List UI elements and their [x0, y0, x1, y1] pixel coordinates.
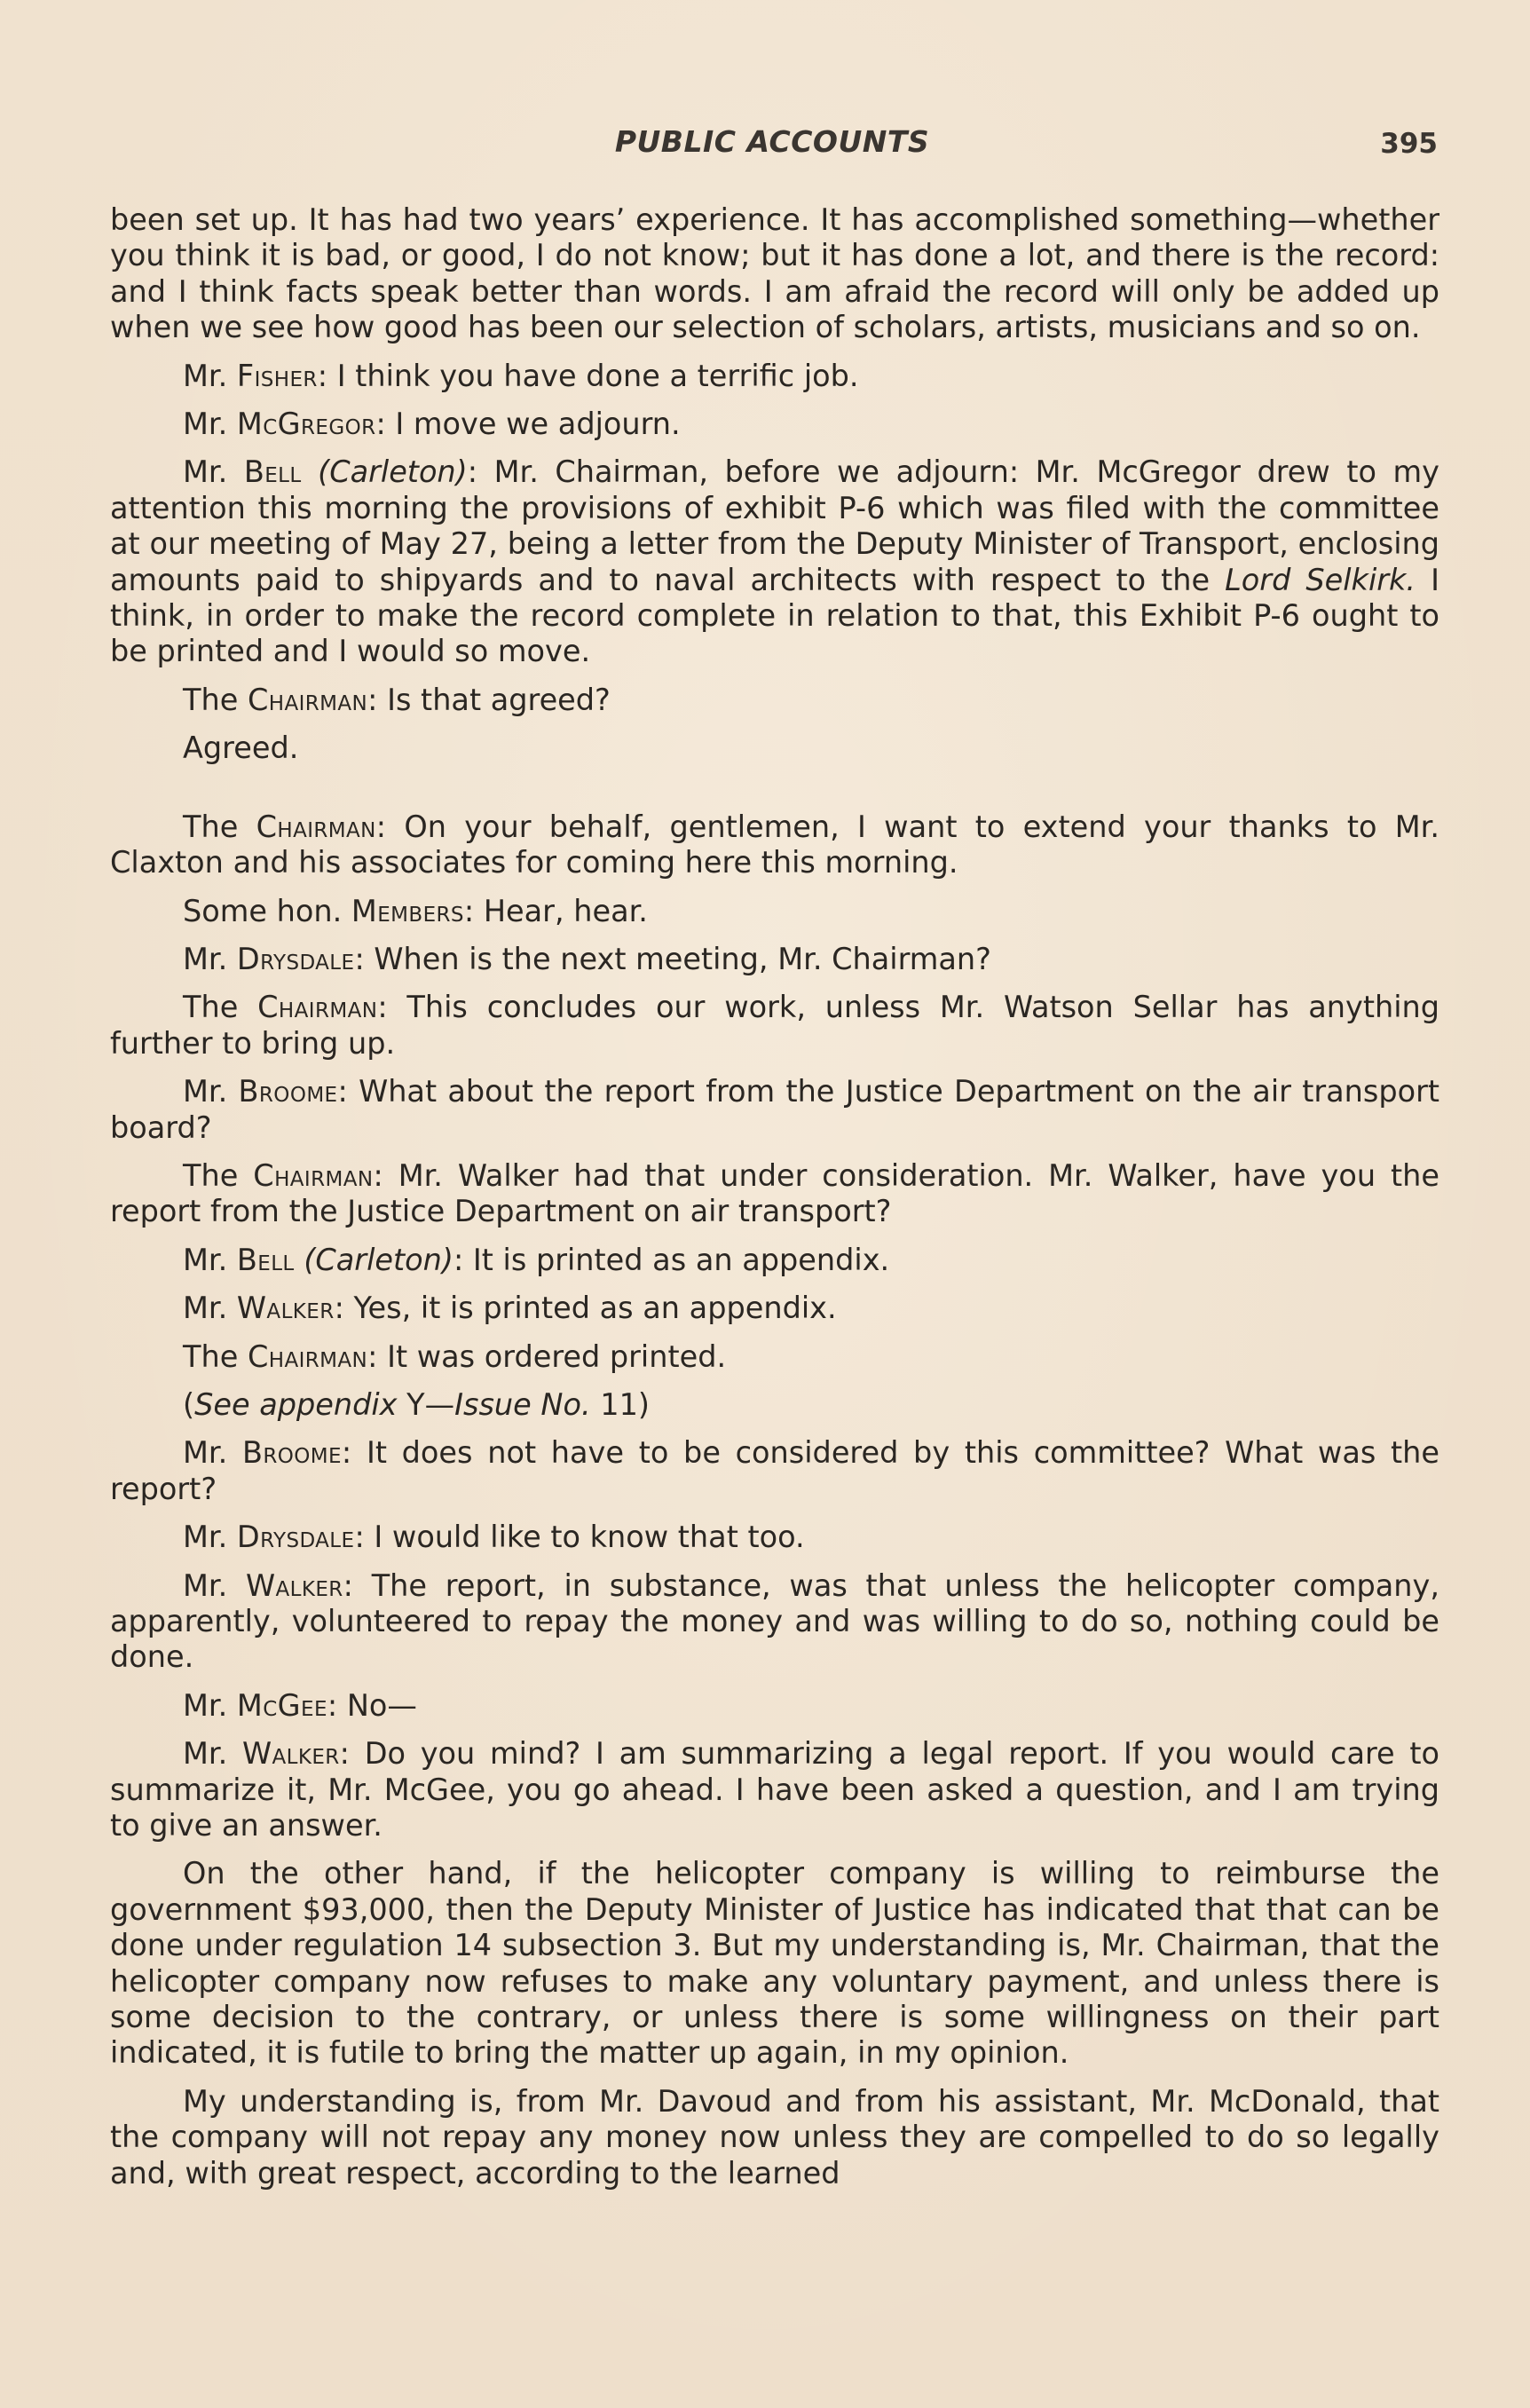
- speech-broome: Mr. Broome: What about the report from the Justice Department on the air transport board?: [110, 1074, 1439, 1145]
- reference-see-appendix: See appendix: [194, 1386, 398, 1422]
- speaker-name: Bell: [236, 1242, 295, 1277]
- paragraph-continuation: [110, 202, 1439, 346]
- speech-chairman: The Chairman: It was ordered printed.: [183, 1338, 727, 1374]
- speech-chairman: The Chairman: This concludes our work, unless Mr. Watson Sellar has anything further to bring up.: [110, 990, 1439, 1061]
- speaker-name: McGee: [236, 1687, 327, 1723]
- speech-text: Hear, hear.: [483, 893, 648, 928]
- paragraph-text: On the other hand, if the helicopter company is willing to reimburse the government $93,000, then the Deputy Minister of Justice has indicated that that can be done under regulation 14 subsection 3. But my understanding is, Mr. Chairman, that the helicopter company now refuses to make any voluntary payment, and unless there is some decision to the contrary, or unless there is some willingness on their part indicated, it is futile to bring the matter up again, in my opinion.: [110, 1856, 1439, 2071]
- speech-text: I think you have done a terrific job.: [336, 358, 859, 393]
- page-number: 395: [1380, 128, 1438, 160]
- speaker-title: The: [183, 1157, 239, 1193]
- speech-drysdale: Mr. Drysdale: I would like to know that too.: [183, 1520, 805, 1555]
- reference-issue-number: 11): [590, 1386, 650, 1422]
- page-header: [106, 124, 1438, 169]
- speech-text: I move we adjourn.: [395, 407, 681, 442]
- speech-walker: Mr. Walker: The report, in substance, was that unless the helicopter company, apparently, volunteered to repay the money and was willing to do so, nothing could be done.: [110, 1567, 1439, 1675]
- speaker-riding: (Carleton): [304, 1242, 453, 1277]
- speech-fisher: Mr. Fisher: I think you have done a terrific job.: [183, 358, 859, 393]
- speech-members: Some hon. Members: Hear, hear.: [183, 893, 648, 928]
- speaker-name: Drysdale: [236, 941, 355, 976]
- speech-text-continued: I think, in order to make the record complete in relation to that, this Exhibit P-6 ought to be printed and I would so move.: [110, 562, 1440, 669]
- speech-chairman: The Chairman: Mr. Walker had that under consideration. Mr. Walker, have you the report from the Justice Department on air transport?: [110, 1157, 1440, 1229]
- speech-bell: Mr. Bell (Carleton): It is printed as an appendix.: [183, 1242, 890, 1277]
- speaker-title: Mr.: [183, 407, 228, 442]
- speech-broome: Mr. Broome: It does not have to be considered by this committee? What was the report?: [110, 1435, 1439, 1506]
- speaker-title: Mr.: [183, 1520, 228, 1555]
- running-head-title: PUBLIC ACCOUNTS: [614, 124, 930, 159]
- speech-text: No—: [346, 1687, 417, 1723]
- speech-text: This concludes our work, unless Mr. Watson Sellar has anything further to bring up.: [110, 990, 1439, 1061]
- speaker-name: Walker: [236, 1291, 335, 1326]
- speaker-name: Broome: [238, 1074, 338, 1109]
- speaker-title: Mr.: [183, 941, 228, 976]
- speech-walker: Mr. Walker: Do you mind? I am summarizing a legal report. If you would care to summarize it, Mr. McGee, you go ahead. I have been asked a question, and I am trying to give an answer.: [110, 1736, 1440, 1844]
- speaker-name: Chairman: [253, 1157, 374, 1193]
- appendix-reference: [110, 1387, 1439, 1423]
- speaker-title: The: [183, 682, 239, 717]
- speech-text: What about the report from the Justice Department on the air transport board?: [110, 1074, 1439, 1145]
- speech-text: Yes, it is printed as an appendix.: [353, 1291, 837, 1326]
- speech-text: Do you mind? I am summarizing a legal report. If you would care to summarize it, Mr. McGee, you go ahead. I have been asked a question, and I am trying to give an answer.: [110, 1736, 1440, 1844]
- speech-text: Is that agreed?: [387, 682, 611, 717]
- speaker-title: Mr.: [183, 1567, 228, 1603]
- speaker-title: Mr.: [183, 1291, 228, 1326]
- speech-text: Mr. Walker had that under consideration. Mr. Walker, have you the report from the Justice Department on air transport?: [110, 1157, 1440, 1229]
- speech-text: It was ordered printed.: [387, 1338, 727, 1374]
- speaker-name: Chairman: [247, 682, 368, 717]
- speech-text: When is the next meeting, Mr. Chairman?: [374, 941, 991, 976]
- speaker-title: Mr.: [183, 1687, 228, 1723]
- reference-appendix-letter: Y—: [397, 1386, 455, 1422]
- speaker-title: Mr.: [183, 1242, 228, 1277]
- speech-bell-motion: Mr. Bell (Carleton): Mr. Chairman, before we adjourn: Mr. McGregor drew to my attention this morning the provisions of exhibit P-6 which was filed with the committee at our meeting of May 27, being a letter from the Deputy Minister of Transport, enclosing amounts paid to shipyards and to naval architects with respect to the Lord Selkirk. I think, in order to make the record complete in relation to that, this Exhibit P-6 ought to be printed and I would so move.: [110, 454, 1440, 669]
- speech-text: Mr. Chairman, before we adjourn: Mr. McGregor drew to my attention this morning the provisions of exhibit P-6 which was filed with the committee at our meeting of May 27, being a letter from the Deputy Minister of Transport, enclosing amounts paid to shipyards and to naval architects with respect to the: [110, 454, 1439, 597]
- speaker-title: Some hon.: [183, 893, 343, 928]
- speech-text: It is printed as an appendix.: [472, 1242, 890, 1277]
- reference-issue: Issue No.: [454, 1386, 591, 1422]
- paragraph-text: been set up. It has had two years’ experience. It has accomplished something—whether you think it is bad, or good, I do not know; but it has done a lot, and there is the record: and I think facts speak better than words. I am afraid the record will only be added up when we see how good has been our selection of scholars, artists, musicians and so on.: [110, 202, 1439, 345]
- speaker-name: Broome: [241, 1435, 342, 1471]
- speaker-title: Mr.: [183, 454, 228, 490]
- agreed-line: [110, 730, 1439, 766]
- speech-drysdale: Mr. Drysdale: When is the next meeting, Mr. Chairman?: [183, 941, 991, 976]
- speaker-name: Chairman: [247, 1338, 368, 1374]
- speaker-riding: (Carleton): [318, 454, 468, 490]
- body-text: [110, 202, 1439, 2204]
- speaker-title: Mr.: [183, 1435, 228, 1471]
- paragraph-text: Agreed.: [183, 730, 299, 766]
- speech-text: On your behalf, gentlemen, I want to extend your thanks to Mr. Claxton and his associates for coming here this morning.: [110, 809, 1440, 880]
- speech-mcgee: Mr. McGee: No—: [183, 1687, 417, 1723]
- speech-mcgregor: Mr. McGregor: I move we adjourn.: [183, 407, 681, 442]
- paragraph-walker-continued: [110, 1856, 1439, 2071]
- speech-walker: Mr. Walker: Yes, it is printed as an appendix.: [183, 1291, 837, 1326]
- speech-text: I would like to know that too.: [374, 1520, 805, 1555]
- paragraph-walker-continued: [110, 2084, 1439, 2191]
- speaker-name: Walker: [242, 1736, 340, 1772]
- speech-chairman-thanks: The Chairman: On your behalf, gentlemen, I want to extend your thanks to Mr. Claxton and his associates for coming here this morning.: [110, 809, 1440, 880]
- speaker-title: Mr.: [183, 1074, 228, 1109]
- speaker-title: The: [183, 1338, 239, 1374]
- speaker-name: Bell: [243, 454, 302, 490]
- paragraph-text: My understanding is, from Mr. Davoud and from his assistant, Mr. McDonald, that the company will not repay any money now unless they are compelled to do so legally and, with great respect, according to the learned: [110, 2083, 1439, 2191]
- speaker-title: Mr.: [183, 358, 228, 393]
- speaker-name: Drysdale: [236, 1520, 355, 1555]
- speaker-title: The: [183, 809, 239, 844]
- speaker-name: Chairman: [256, 809, 376, 844]
- speaker-name: McGregor: [236, 407, 376, 442]
- speaker-name: Walker: [246, 1567, 343, 1603]
- speaker-title: Mr.: [183, 1736, 228, 1772]
- paren-open: (: [183, 1386, 195, 1422]
- speaker-name: Fisher: [236, 358, 318, 393]
- speaker-title: The: [183, 990, 239, 1025]
- speech-text: The report, in substance, was that unless the helicopter company, apparently, volunteered to repay the money and was willing to do so, nothing could be done.: [110, 1567, 1439, 1675]
- speech-text: It does not have to be considered by this committee? What was the report?: [110, 1435, 1439, 1506]
- speaker-name: Chairman: [257, 990, 378, 1025]
- speech-chairman: The Chairman: Is that agreed?: [183, 682, 611, 717]
- speaker-name: Members: [351, 893, 464, 928]
- ship-name: Lord Selkirk.: [1225, 562, 1416, 597]
